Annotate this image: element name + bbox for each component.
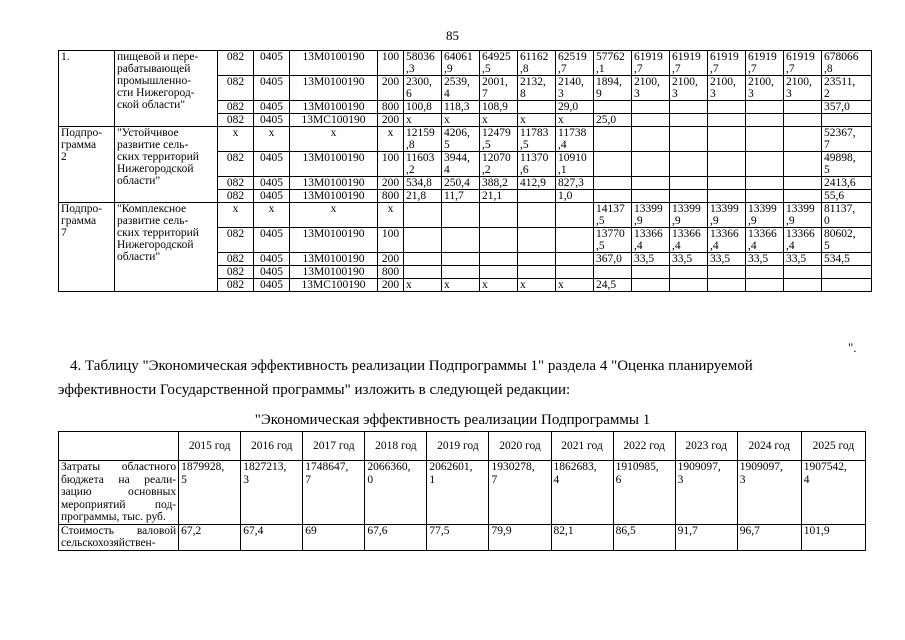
table-cell: 0405 <box>254 190 290 203</box>
table-cell: 55,6 <box>822 190 872 203</box>
table-cell: 61919 ,7 <box>784 51 822 76</box>
table-cell: 100,8 <box>404 101 442 114</box>
table-cell <box>480 203 518 228</box>
table-cell: 2413,6 <box>822 177 872 190</box>
table-cell <box>670 101 708 114</box>
table-cell: 082 <box>218 114 254 127</box>
table-cell <box>670 279 708 292</box>
table-cell: 0405 <box>254 266 290 279</box>
table-cell <box>670 152 708 177</box>
table-cell <box>556 253 594 266</box>
table-cell: 2100, 3 <box>708 76 746 101</box>
table-cell: 100 <box>378 228 404 253</box>
table-row <box>59 127 872 152</box>
table-cell <box>708 101 746 114</box>
table-cell <box>442 228 480 253</box>
table-cell: 13366 ,4 <box>670 228 708 253</box>
table-cell: 0405 <box>254 51 290 76</box>
table-cell <box>404 266 442 279</box>
table-cell: 13399 ,9 <box>632 203 670 228</box>
table-cell <box>480 253 518 266</box>
table-cell: х <box>518 279 556 292</box>
table-cell <box>784 101 822 114</box>
table-cell: 200 <box>378 177 404 190</box>
table-cell: 412,9 <box>518 177 556 190</box>
program-name-cell: "Комплексное развитие сель- ских территорий Нижегородской области" <box>115 203 218 292</box>
table-cell: 13МС100190 <box>290 279 378 292</box>
table-cell <box>784 114 822 127</box>
table-cell: 13М0100190 <box>290 266 378 279</box>
table-cell <box>518 228 556 253</box>
paragraph-line-2: эффективности Государственной программы" изложить в следующей редакции: <box>58 382 571 398</box>
table-cell <box>670 127 708 152</box>
table-cell: 082 <box>218 76 254 101</box>
program-number-cell: Подпро- грамма 7 <box>59 203 115 292</box>
table-row <box>59 524 866 550</box>
year-header: 2024 год <box>737 432 801 461</box>
table-cell: 64061 ,9 <box>442 51 480 76</box>
table-cell <box>746 114 784 127</box>
table-cell <box>632 177 670 190</box>
table-cell: 2539, 4 <box>442 76 480 101</box>
table-cell: 2132, 8 <box>518 76 556 101</box>
value-cell: 67,4 <box>241 524 303 550</box>
program-name-cell: "Устойчивое развитие сель- ских территорий Нижегородской области" <box>115 127 218 203</box>
table-cell: 13М0100190 <box>290 190 378 203</box>
table-cell <box>746 190 784 203</box>
table-cell: 13М0100190 <box>290 51 378 76</box>
table-cell: 200 <box>378 114 404 127</box>
table-cell <box>556 203 594 228</box>
table-cell: 100 <box>378 51 404 76</box>
table-cell <box>708 190 746 203</box>
row-label: Затраты областного бюджета на реали-зацию основных мероприятий под-программы, тыс. руб. <box>59 461 179 525</box>
table-cell <box>708 114 746 127</box>
table-cell <box>594 152 632 177</box>
table-cell: 13399 ,9 <box>670 203 708 228</box>
table-cell: 082 <box>218 190 254 203</box>
table-cell: 11370 ,6 <box>518 152 556 177</box>
table-cell: 25,0 <box>594 114 632 127</box>
row-label: Стоимость валовой сельскохозяйствен- <box>59 524 179 550</box>
efficiency-table <box>58 431 866 551</box>
table-cell: 200 <box>378 279 404 292</box>
year-header: 2025 год <box>801 432 865 461</box>
table-row <box>59 51 872 76</box>
value-cell: 1907542, 4 <box>801 461 865 525</box>
table-cell: 12070 ,2 <box>480 152 518 177</box>
table-cell: 082 <box>218 177 254 190</box>
table-cell: 2100, 3 <box>784 76 822 101</box>
table-cell <box>822 266 872 279</box>
year-header: 2018 год <box>365 432 427 461</box>
table-cell <box>518 190 556 203</box>
table-cell <box>784 152 822 177</box>
table-cell <box>746 101 784 114</box>
table-cell: 13МС100190 <box>290 114 378 127</box>
value-cell: 2062601, 1 <box>427 461 489 525</box>
table-cell: 62519 ,7 <box>556 51 594 76</box>
table-cell <box>404 228 442 253</box>
table-cell: 827,3 <box>556 177 594 190</box>
table-cell: 33,5 <box>784 253 822 266</box>
table-cell: 800 <box>378 266 404 279</box>
table-cell: 58036 ,3 <box>404 51 442 76</box>
table-cell <box>594 266 632 279</box>
year-header: 2016 год <box>241 432 303 461</box>
table-cell: 11603 ,2 <box>404 152 442 177</box>
budget-table-body <box>59 51 872 292</box>
table-cell: х <box>480 279 518 292</box>
table-cell: 11738 ,4 <box>556 127 594 152</box>
table-cell: 21,1 <box>480 190 518 203</box>
table-cell: 13М0100190 <box>290 76 378 101</box>
table-cell: 200 <box>378 253 404 266</box>
table-cell: 0405 <box>254 101 290 114</box>
table-cell <box>746 279 784 292</box>
table-cell: 082 <box>218 253 254 266</box>
table-cell: х <box>218 127 254 152</box>
year-header: 2017 год <box>303 432 365 461</box>
table-cell <box>632 266 670 279</box>
header-blank-cell <box>59 432 179 461</box>
year-header: 2015 год <box>179 432 241 461</box>
table-cell: 10910 ,1 <box>556 152 594 177</box>
table-cell <box>632 190 670 203</box>
table-cell: 200 <box>378 76 404 101</box>
year-header: 2022 год <box>613 432 675 461</box>
table-cell <box>708 152 746 177</box>
program-number-cell: Подпро- грамма 2 <box>59 127 115 203</box>
table-cell: 13366 ,4 <box>784 228 822 253</box>
table-cell: 13399 ,9 <box>784 203 822 228</box>
table-cell: х <box>556 114 594 127</box>
table-cell: 082 <box>218 152 254 177</box>
year-header: 2020 год <box>489 432 551 461</box>
table-cell: х <box>404 114 442 127</box>
table-cell: х <box>518 114 556 127</box>
year-header: 2019 год <box>427 432 489 461</box>
table-cell: 24,5 <box>594 279 632 292</box>
year-header: 2021 год <box>551 432 613 461</box>
table-cell: 100 <box>378 152 404 177</box>
table-cell: х <box>480 114 518 127</box>
table-cell <box>518 101 556 114</box>
value-cell: 1930278, 7 <box>489 461 551 525</box>
table-cell: х <box>378 203 404 228</box>
table-cell: 0405 <box>254 114 290 127</box>
table-cell: 12479 ,5 <box>480 127 518 152</box>
header-row <box>59 432 866 461</box>
table-cell <box>784 279 822 292</box>
table-cell: 13399 ,9 <box>746 203 784 228</box>
value-cell: 96,7 <box>737 524 801 550</box>
table-cell: 118,3 <box>442 101 480 114</box>
program-number-cell: 1. <box>59 51 115 127</box>
table-cell: 13М0100190 <box>290 253 378 266</box>
table-cell <box>708 266 746 279</box>
table-cell <box>632 279 670 292</box>
table-cell: 367,0 <box>594 253 632 266</box>
table-cell: х <box>442 279 480 292</box>
table-cell <box>822 279 872 292</box>
value-cell: 1862683, 4 <box>551 461 613 525</box>
table-cell: 14137 ,5 <box>594 203 632 228</box>
table-cell: 49898, 5 <box>822 152 872 177</box>
table-cell <box>442 253 480 266</box>
table-cell <box>556 266 594 279</box>
table-cell: 0405 <box>254 279 290 292</box>
table-cell: 33,5 <box>746 253 784 266</box>
table-cell: 2001, 7 <box>480 76 518 101</box>
value-cell: 67,2 <box>179 524 241 550</box>
table-cell: 12159 ,8 <box>404 127 442 152</box>
table-cell: 61919 ,7 <box>670 51 708 76</box>
table-cell <box>822 114 872 127</box>
table-cell <box>632 101 670 114</box>
table-cell <box>670 177 708 190</box>
year-header: 2023 год <box>675 432 737 461</box>
table-cell: 13366 ,4 <box>746 228 784 253</box>
table-row <box>59 203 872 228</box>
table-cell: 082 <box>218 266 254 279</box>
table-cell: 0405 <box>254 152 290 177</box>
table-cell: х <box>218 203 254 228</box>
table-cell: 61919 ,7 <box>746 51 784 76</box>
table-cell: 534,5 <box>822 253 872 266</box>
table-cell: 0405 <box>254 76 290 101</box>
table-cell: 2100, 3 <box>746 76 784 101</box>
table-cell: 082 <box>218 279 254 292</box>
value-cell: 69 <box>303 524 365 550</box>
table-cell: х <box>290 203 378 228</box>
page-number: 85 <box>446 28 459 43</box>
table-cell: 64925 ,5 <box>480 51 518 76</box>
table-cell: х <box>378 127 404 152</box>
table-cell: 80602, 5 <box>822 228 872 253</box>
table-cell: х <box>254 203 290 228</box>
value-cell: 1748647, 7 <box>303 461 365 525</box>
efficiency-table-body <box>59 432 866 551</box>
table-cell <box>632 114 670 127</box>
table-cell: 33,5 <box>670 253 708 266</box>
table-cell: 4206, 5 <box>442 127 480 152</box>
table-cell <box>746 177 784 190</box>
budget-table <box>58 50 872 292</box>
table-cell: 13М0100190 <box>290 228 378 253</box>
table-cell: х <box>556 279 594 292</box>
value-cell: 77,5 <box>427 524 489 550</box>
table-cell: 81137, 0 <box>822 203 872 228</box>
table-cell: 800 <box>378 190 404 203</box>
table-cell: 2140, 3 <box>556 76 594 101</box>
table-cell <box>670 266 708 279</box>
table-cell: 082 <box>218 228 254 253</box>
table-cell: 2100, 3 <box>670 76 708 101</box>
table-cell: 57762 ,1 <box>594 51 632 76</box>
table-cell: 678066 ,8 <box>822 51 872 76</box>
table-cell <box>784 190 822 203</box>
table-cell: 800 <box>378 101 404 114</box>
table-cell <box>632 127 670 152</box>
table-cell: 61162 ,8 <box>518 51 556 76</box>
value-cell: 101,9 <box>801 524 865 550</box>
table-cell: 357,0 <box>822 101 872 114</box>
table-cell: 1894, 9 <box>594 76 632 101</box>
table-cell: 11,7 <box>442 190 480 203</box>
table-cell: 33,5 <box>708 253 746 266</box>
table-cell: 108,9 <box>480 101 518 114</box>
program-name-cell: пищевой и пере- рабатывающей промышленно- сти Нижегород- ской области" <box>115 51 218 127</box>
closing-quote: ". <box>848 340 857 355</box>
table-cell: х <box>290 127 378 152</box>
table-cell <box>594 127 632 152</box>
table-cell: х <box>442 114 480 127</box>
table-cell <box>708 127 746 152</box>
table-cell <box>518 203 556 228</box>
table-cell: 21,8 <box>404 190 442 203</box>
value-cell: 79,9 <box>489 524 551 550</box>
table-cell <box>784 177 822 190</box>
table-cell <box>556 228 594 253</box>
table-cell: 534,8 <box>404 177 442 190</box>
table-cell: 250,4 <box>442 177 480 190</box>
value-cell: 86,5 <box>613 524 675 550</box>
table-cell <box>784 266 822 279</box>
table-cell: 082 <box>218 101 254 114</box>
value-cell: 91,7 <box>675 524 737 550</box>
value-cell: 67,6 <box>365 524 427 550</box>
table-cell <box>746 152 784 177</box>
table-cell <box>594 177 632 190</box>
table-cell <box>404 203 442 228</box>
table-cell <box>442 266 480 279</box>
table-cell: 61919 ,7 <box>632 51 670 76</box>
table-cell <box>708 177 746 190</box>
table-cell: х <box>404 279 442 292</box>
table-cell <box>708 279 746 292</box>
table-cell: 13М0100190 <box>290 152 378 177</box>
value-cell: 1910985, 6 <box>613 461 675 525</box>
table-cell <box>746 127 784 152</box>
table-cell: 0405 <box>254 253 290 266</box>
table-cell <box>670 190 708 203</box>
table-row <box>59 461 866 525</box>
table-cell <box>784 127 822 152</box>
table-cell: 13М0100190 <box>290 101 378 114</box>
table-cell <box>518 253 556 266</box>
table-cell <box>746 266 784 279</box>
table-cell <box>404 253 442 266</box>
table-cell <box>442 203 480 228</box>
table-cell: 11783 ,5 <box>518 127 556 152</box>
table-cell: 13366 ,4 <box>632 228 670 253</box>
table-cell <box>518 266 556 279</box>
table-cell <box>632 152 670 177</box>
table-cell: 0405 <box>254 228 290 253</box>
paragraph-line-1: 4. Таблицу "Экономическая эффективность реализации Подпрограммы 1" раздела 4 "Оценка планируемой <box>70 358 753 374</box>
table-cell: 0405 <box>254 177 290 190</box>
table-cell: 1,0 <box>556 190 594 203</box>
table-cell: 13М0100190 <box>290 177 378 190</box>
table-cell <box>480 228 518 253</box>
value-cell: 82,1 <box>551 524 613 550</box>
table-cell: 33,5 <box>632 253 670 266</box>
table-cell: 13399 ,9 <box>708 203 746 228</box>
value-cell: 1909097, 3 <box>675 461 737 525</box>
table-cell <box>594 101 632 114</box>
table-cell: 23511, 2 <box>822 76 872 101</box>
table-cell: 388,2 <box>480 177 518 190</box>
table-cell: 13366 ,4 <box>708 228 746 253</box>
table-cell: 082 <box>218 51 254 76</box>
table-cell: х <box>254 127 290 152</box>
table-cell: 3944, 4 <box>442 152 480 177</box>
value-cell: 1879928, 5 <box>179 461 241 525</box>
value-cell: 1827213, 3 <box>241 461 303 525</box>
table-cell: 2300, 6 <box>404 76 442 101</box>
table-cell: 2100, 3 <box>632 76 670 101</box>
table-cell <box>480 266 518 279</box>
table-cell: 61919 ,7 <box>708 51 746 76</box>
value-cell: 2066360, 0 <box>365 461 427 525</box>
table-cell: 13770 ,5 <box>594 228 632 253</box>
table-cell: 29,0 <box>556 101 594 114</box>
table-cell <box>670 114 708 127</box>
value-cell: 1909097, 3 <box>737 461 801 525</box>
table-cell: 52367, 7 <box>822 127 872 152</box>
table-title: "Экономическая эффективность реализации Подпрограммы 1 <box>254 412 651 428</box>
table-cell <box>594 190 632 203</box>
